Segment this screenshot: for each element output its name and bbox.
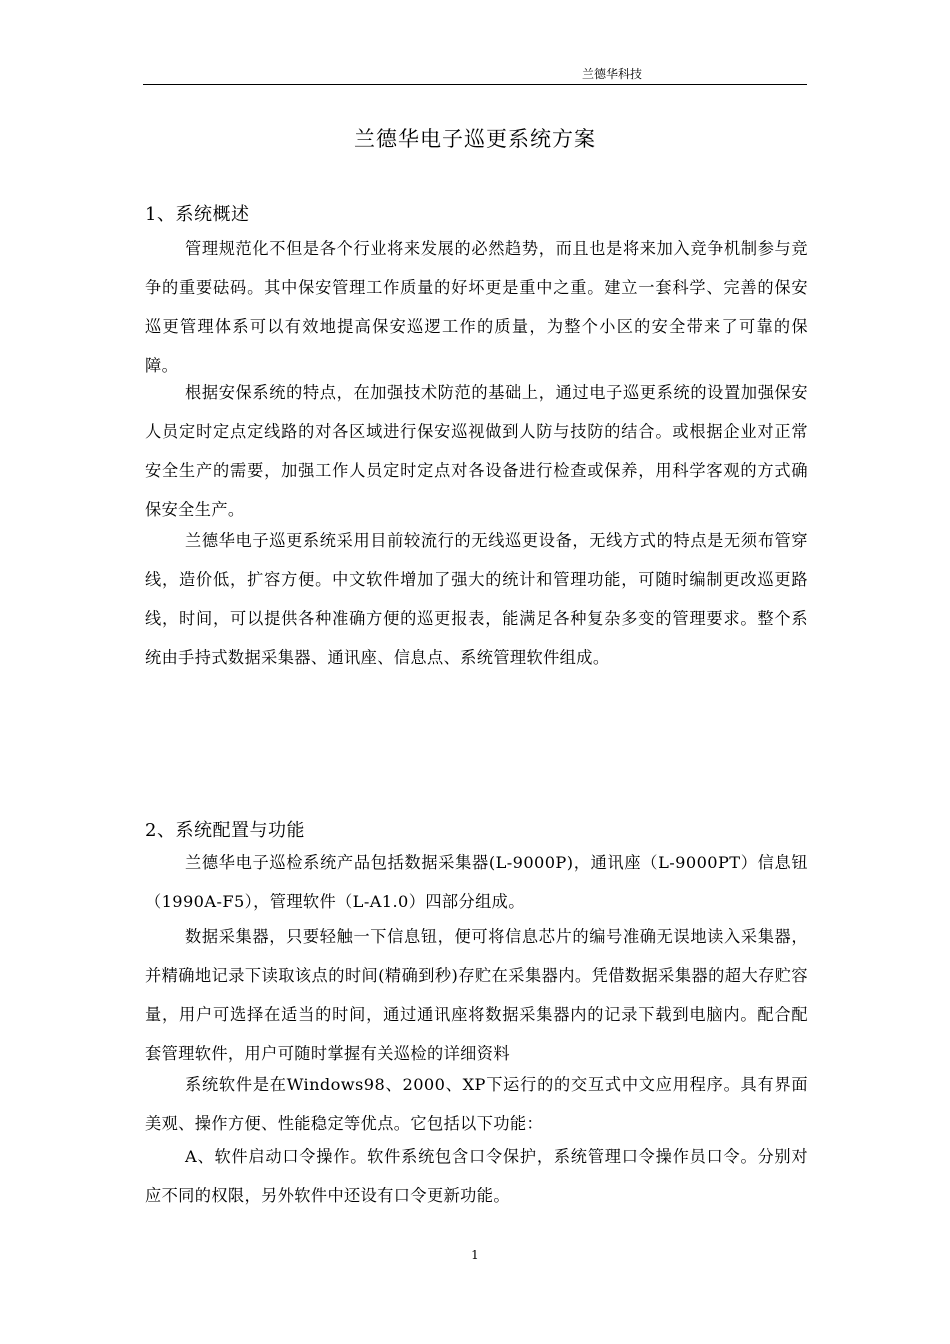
document-title: 兰德华电子巡更系统方案: [354, 127, 596, 151]
paragraph: A、软件启动口令操作。软件系统包含口令保护，系统管理口令操作员口令。分别对应不同的权限，另外软件中还设有口令更新功能。: [145, 1147, 808, 1205]
paragraph: 兰德华电子巡检系统产品包括数据采集器(L-9000P)，通讯座（L-9000PT）信息钮（1990A-F5），管理软件（L-A1.0）四部分组成。: [145, 853, 808, 911]
header-company-name: 兰德华科技: [581, 67, 642, 81]
page-number: 1: [471, 1248, 479, 1262]
paragraph: 数据采集器，只要轻触一下信息钮，便可将信息芯片的编号准确无误地读入采集器，并精确地记录下读取该点的时间(精确到秒)存贮在采集器内。凭借数据采集器的超大存贮容量，用户可选择在适当的时间，通过通讯座将数据采集器内的记录下载到电脑内。配合配套管理软件，用户可随时掌握有关巡检的详细资料: [145, 927, 808, 1063]
paragraph: 管理规范化不但是各个行业将来发展的必然趋势，而且也是将来加入竞争机制参与竞争的重要砝码。其中保安管理工作质量的好坏更是重中之重。建立一套科学、完善的保安巡更管理体系可以有效地提高保安巡逻工作的质量，为整个小区的安全带来了可靠的保障。: [145, 239, 808, 375]
paragraph: 系统软件是在Windows98、2000、XP下运行的的交互式中文应用程序。具有界面美观、操作方便、性能稳定等优点。它包括以下功能：: [145, 1075, 808, 1133]
paragraph: 根据安保系统的特点，在加强技术防范的基础上，通过电子巡更系统的设置加强保安人员定时定点定线路的对各区域进行保安巡视做到人防与技防的结合。或根据企业对正常安全生产的需要，加强工作人员定时定点对各设备进行检查或保养，用科学客观的方式确保安全生产。: [145, 383, 808, 519]
paragraph: 兰德华电子巡更系统采用目前较流行的无线巡更设备，无线方式的特点是无须布管穿线，造价低，扩容方便。中文软件增加了强大的统计和管理功能，可随时编制更改巡更路线，时间，可以提供各种准确方便的巡更报表，能满足各种复杂多变的管理要求。整个系统由手持式数据采集器、通讯座、信息点、系统管理软件组成。: [145, 531, 808, 667]
section-heading: 2、系统配置与功能: [145, 820, 305, 841]
section-heading: 1、系统概述: [145, 204, 250, 225]
page-header: [143, 62, 807, 85]
